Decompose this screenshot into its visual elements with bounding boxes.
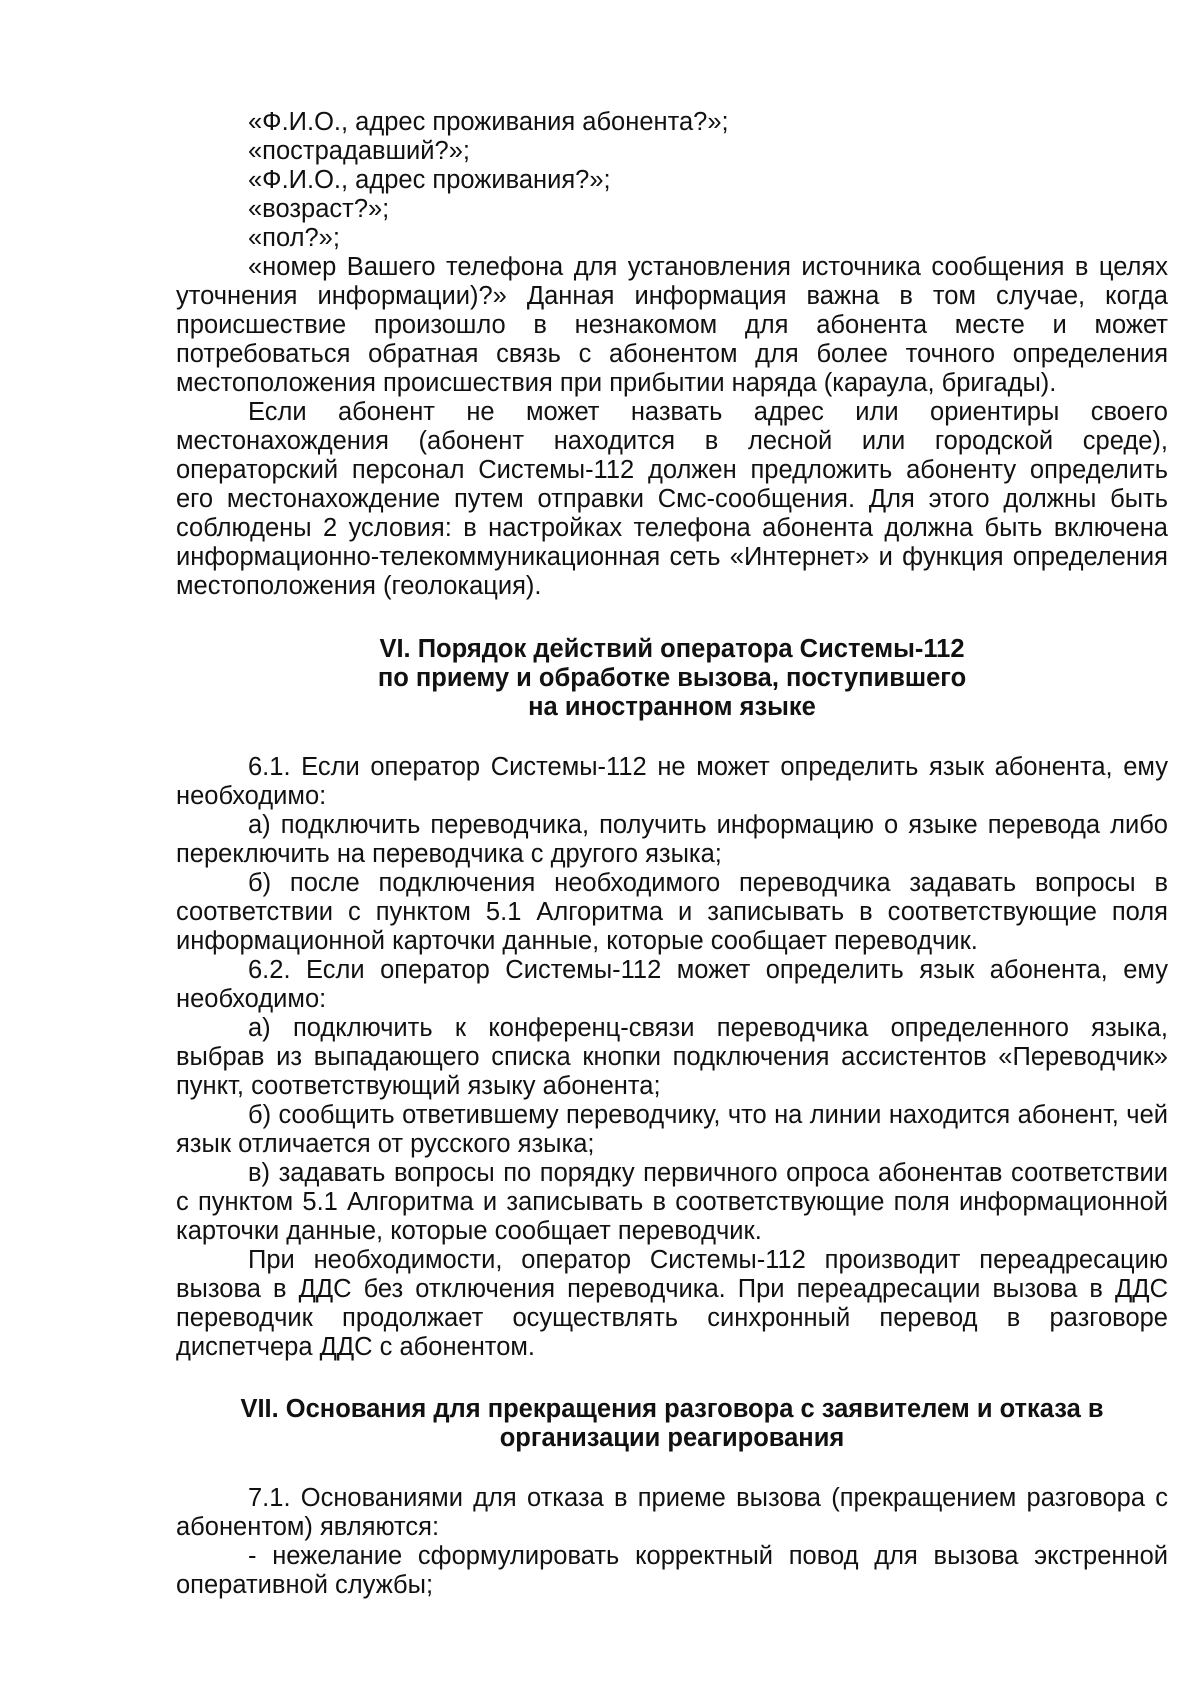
paragraph: б) сообщить ответившему переводчику, что на линии находится абонент, чей язык отличается от русского языка;: [176, 1101, 1168, 1158]
section-heading-line: VII. Основания для прекращения разговора с заявителем и отказа в: [240, 1395, 1104, 1423]
paragraph: а) подключить к конференц-связи переводчика определенного языка, выбрав из выпадающего списка кнопки подключения ассистентов «Переводчик» пункт, соответствующий языку абонента;: [176, 1014, 1168, 1100]
question-line: «Ф.И.О., адрес проживания?»;: [248, 166, 611, 194]
paragraph: 6.1. Если оператор Системы-112 не может определить язык абонента, ему необходимо:: [176, 753, 1168, 810]
section-heading-line: VI. Порядок действий оператора Системы-112: [379, 635, 965, 663]
paragraph: а) подключить переводчика, получить информацию о языке перевода либо переключить на переводчика с другого языка;: [176, 811, 1168, 868]
paragraph: в) задавать вопросы по порядку первичного опроса абонентав соответствии с пунктом 5.1 Алгоритма и записывать в соответствующие поля информационной карточки данные, которые сообщает переводчик.: [176, 1159, 1168, 1245]
question-line: «пол?»;: [248, 224, 340, 252]
question-line: «Ф.И.О., адрес проживания абонента?»;: [248, 108, 729, 136]
section-heading-line: организации реагирования: [499, 1424, 845, 1452]
section-heading: [176, 635, 1168, 722]
document-page: [176, 108, 1168, 1600]
section-heading-line: на иностранном языке: [528, 693, 816, 721]
paragraph: «номер Вашего телефона для установления источника сообщения в целях уточнения информации)?» Данная информация важна в том случае, когда происшествие произошло в незнакомом для абонента месте и может потребоваться обратная связь с абонентом для более точного определения местоположения происшествия при прибытии наряда (караула, бригады).: [176, 253, 1168, 397]
question-line: «пострадавший?»;: [248, 137, 470, 165]
paragraph: Если абонент не может назвать адрес или ориентиры своего местонахождения (абонент находится в лесной или городской среде), операторский персонал Системы-112 должен предложить абоненту определить его местонахождение путем отправки Смс-сообщения. Для этого должны быть соблюдены 2 условия: в настройках телефона абонента должна быть включена информационно-телекоммуникационная сеть «Интернет» и функция определения местоположения (геолокация).: [176, 398, 1168, 600]
section-heading: [176, 1395, 1168, 1453]
paragraph: б) после подключения необходимого переводчика задавать вопросы в соответствии с пунктом 5.1 Алгоритма и записывать в соответствующие поля информационной карточки данные, которые сообщает переводчик.: [176, 869, 1168, 955]
paragraph: При необходимости, оператор Системы-112 производит переадресацию вызова в ДДС без отключения переводчика. При переадресации вызова в ДДС переводчик продолжает осуществлять синхронный перевод в разговоре диспетчера ДДС с абонентом.: [176, 1246, 1168, 1361]
paragraph: 7.1. Основаниями для отказа в приеме вызова (прекращением разговора с абонентом) являются:: [176, 1484, 1168, 1541]
paragraph: 6.2. Если оператор Системы-112 может определить язык абонента, ему необходимо:: [176, 956, 1168, 1013]
question-line: «возраст?»;: [248, 195, 390, 223]
section-heading-line: по приему и обработке вызова, поступившего: [377, 664, 967, 692]
paragraph: - нежелание сформулировать корректный повод для вызова экстренной оперативной службы;: [176, 1542, 1168, 1599]
